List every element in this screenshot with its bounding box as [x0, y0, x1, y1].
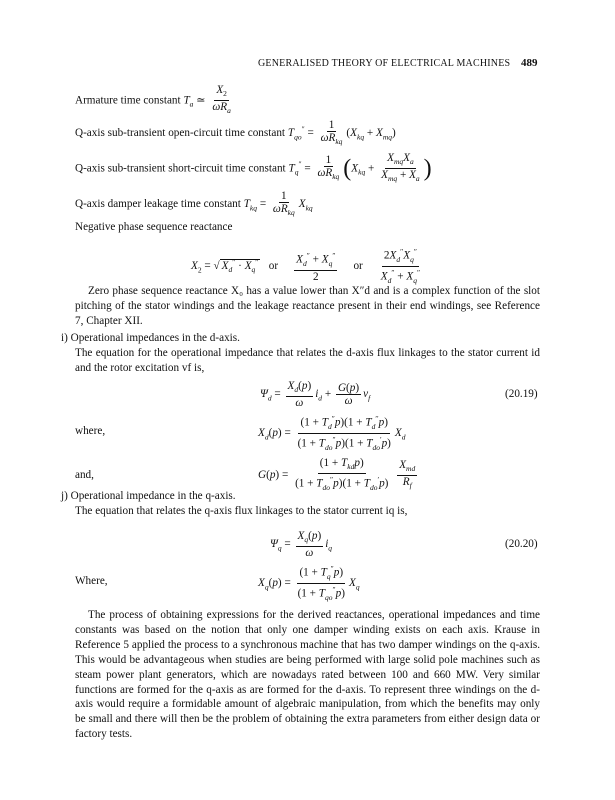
eq-g-p: G(p) = $\frac{(1 + T_{kd}p)}{(1 + T_{do}''p)(1 + T_{do}'p)}$ $\frac{X_{md}}{R_f}$ — [258, 457, 416, 493]
q-damper-label: Q-axis damper leakage time constant — [75, 198, 241, 211]
eq-psi-d: $\Psi_d$ = $\frac{X_d(p)}{\omega}$ $i_d$ + $\frac{G(p)}{\omega}$ $v_f$ — [260, 380, 371, 410]
eq-psi-q: $\Psi_q$ = $\frac{X_q(p)}{\omega}$ $i_q$ — [270, 530, 333, 560]
equation-number-20-20: (20.20) — [505, 538, 538, 550]
q-short-circuit-eq: Q-axis sub-transient short-circuit time constant $T_q''$ = $\frac{1}{\omega R_{kq}}$ ($X_{kq}$ + $\frac{X_{mq}X_a}{X_{mq} + X_a}$ ) — [75, 152, 432, 184]
q-open-circuit-eq: Q-axis sub-transient open-circuit time constant $T_{qo}''$ = $\frac{1}{\omega R_{kq}}$ $(X_{kq} + X_{mq})$ — [75, 119, 396, 147]
page-number: 489 — [521, 57, 538, 69]
zero-seq-paragraph: Zero phase sequence reactance X₀ has a value lower than X″d and is a complex function of the slot pitching of the stator windings and the leakage reactance present in their end windings, see Reference 7, Chapter XII. — [75, 285, 540, 327]
equation-number-20-19: (20.19) — [505, 388, 538, 400]
negative-seq-label: Negative phase sequence reactance — [75, 221, 233, 233]
armature-label: Armature time constant — [75, 94, 181, 107]
where-word: where, — [75, 425, 106, 437]
q-damper-eq: Q-axis damper leakage time constant $T_{kq}$ = $\frac{1}{\omega R_{kq}}$ $X_{kq}$ — [75, 190, 313, 218]
item-j-text: The equation that relates the q-axis flux linkages to the stator current iq is, — [75, 505, 408, 517]
item-j-heading: j) Operational impedance in the q-axis. — [61, 490, 236, 502]
or-word-2: or — [353, 260, 363, 273]
q-short-label: Q-axis sub-transient short-circuit time constant — [75, 162, 286, 175]
or-word-1: or — [268, 260, 279, 273]
eq-xd-p: $X_d(p)$ = $\frac{(1 + T_d''p)(1 + T_d''p)}{(1 + T_{do}''p)(1 + T_{do}'p)}$ $X_d$ — [258, 414, 406, 452]
item-i-heading: i) Operational impedances in the d-axis. — [61, 332, 240, 344]
armature-time-constant-eq: Armature time constant $T_a$ ≃ $\frac{X_2}{\omega R_a}$ — [75, 84, 231, 116]
closing-paragraph: The process of obtaining expressions for the derived reactances, operational impedances and time constants was based on the notion that only one damper winding exists on each axis. Krause in Reference 5 applied the process to a synchronous machine that has two damper windings on the q-axis. This would be advantageous when studies are being performed with large solid pole machines such as steam power plant generators, which are nowadays rated between 100 and 660 MW. Very similar functions are formed for the q-axis as are formed for the d-axis. To represent three windings on the d-axis would require a formidable amount of algebraic manipulation, from which the benefits may only be small and there will then be the problem of obtaining the extra parameters from either design data or factory tests. — [75, 609, 540, 741]
item-i-text: The equation for the operational impedance that relates the d-axis flux linkages to the stator current id and the rotor excitation vf is, — [75, 347, 540, 374]
running-header: GENERALISED THEORY OF ELECTRICAL MACHINES — [258, 58, 511, 69]
eq-xq-p: $X_q(p)$ = $\frac{(1 + T_q''p)}{(1 + T_{qo}''p)}$ $X_q$ — [258, 564, 360, 602]
negative-seq-eq: $X_2$ = √ $X_d'' \cdot X_q''$ or $\frac{X_d'' + X_q''}{2}$ or $\frac{2X_d''X_q''}{X_d'' + X_q''}$ — [191, 247, 421, 285]
q-open-label: Q-axis sub-transient open-circuit time constant — [75, 127, 286, 140]
and-word: and, — [75, 469, 94, 481]
where-cap-word: Where, — [75, 575, 108, 587]
